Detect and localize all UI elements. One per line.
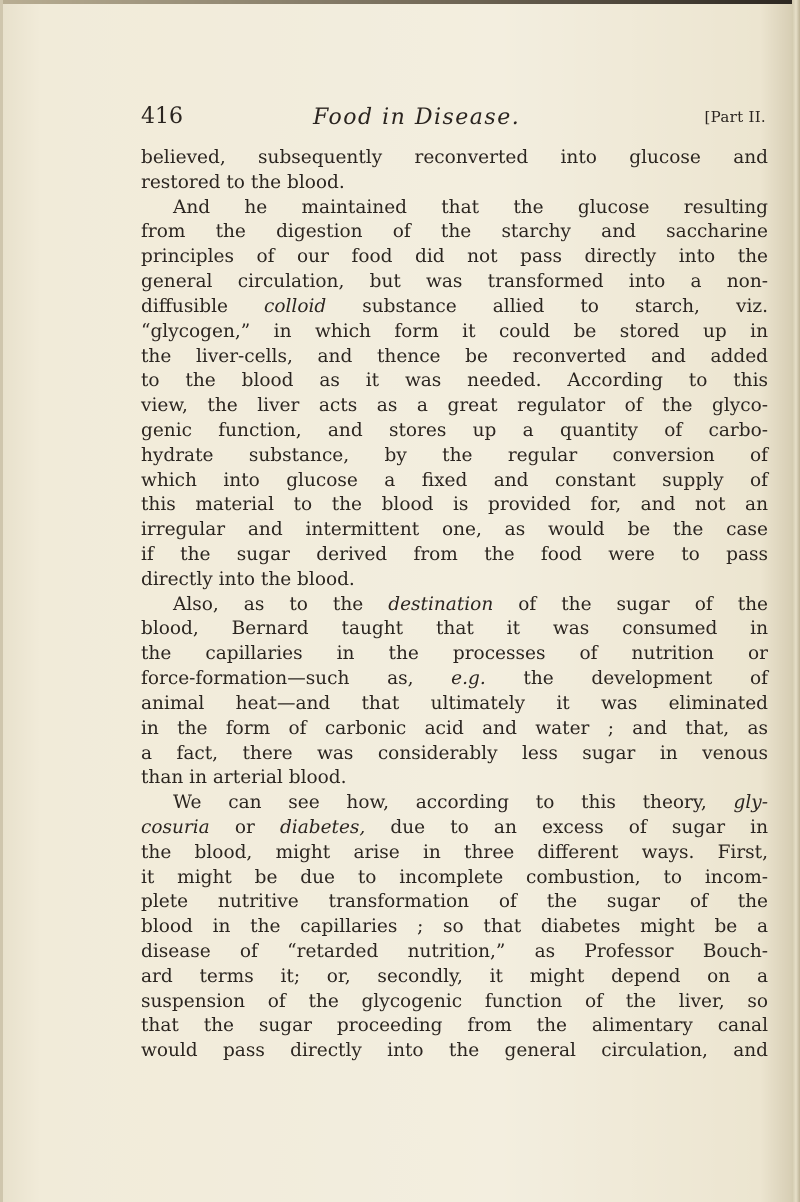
text-line bbox=[141, 667, 768, 692]
text-segment: force-formation—such as, bbox=[141, 668, 452, 690]
text-segment: from the digestion of the starchy and saccharine bbox=[141, 221, 768, 243]
text-segment: plete nutritive transformation of the sugar of the bbox=[141, 891, 768, 913]
part-label: [Part II. bbox=[704, 108, 766, 126]
text-segment: We can see how, according to this theory, bbox=[173, 792, 734, 814]
running-title: Food in Disease. bbox=[313, 105, 521, 130]
text-line bbox=[141, 419, 768, 444]
text-segment: principles of our food did not pass directly into the bbox=[141, 246, 768, 268]
text-segment: substance allied to starch, viz. bbox=[326, 295, 768, 317]
text-line bbox=[141, 394, 768, 419]
text-segment: general circulation, but was transformed into a non- bbox=[141, 271, 768, 293]
text-line bbox=[141, 866, 768, 891]
text-segment: due to an excess of sugar in bbox=[365, 816, 768, 838]
text-segment: to the blood as it was needed. According to this bbox=[141, 370, 768, 392]
text-segment: view, the liver acts as a great regulator of the glyco- bbox=[141, 395, 768, 417]
text-line bbox=[141, 518, 768, 543]
italic-text: cosuria bbox=[141, 816, 210, 838]
text-segment: if the sugar derived from the food were to pass bbox=[141, 544, 768, 565]
text-segment: “glycogen,” in which form it could be stored up in bbox=[141, 320, 768, 342]
text-segment: the blood, might arise in three different ways. First, bbox=[141, 841, 768, 863]
text-line bbox=[141, 146, 768, 171]
text-line bbox=[141, 1014, 768, 1039]
text-line bbox=[141, 593, 768, 618]
text-segment: diffusible bbox=[141, 295, 264, 317]
text-segment: restored to the blood. bbox=[141, 171, 345, 193]
text-segment: of the sugar of the bbox=[493, 593, 768, 615]
text-segment: which into glucose a fixed and constant supply of bbox=[141, 469, 768, 491]
text-line bbox=[141, 543, 768, 568]
page-top-edge bbox=[0, 0, 800, 4]
text-line bbox=[141, 369, 768, 394]
text-line bbox=[141, 915, 768, 940]
text-segment: believed, subsequently reconverted into glucose and bbox=[141, 147, 768, 168]
text-line bbox=[141, 345, 768, 370]
text-line bbox=[141, 270, 768, 295]
text-line bbox=[141, 617, 768, 642]
text-line bbox=[141, 766, 768, 791]
text-segment: animal heat—and that ultimately it was eliminated bbox=[141, 692, 768, 714]
text-line bbox=[141, 940, 768, 965]
text-segment: suspension of the glycogenic function of the liver, so bbox=[141, 990, 768, 1012]
italic-text: colloid bbox=[263, 295, 327, 317]
text-segment: ard terms it; or, secondly, it might depend on a bbox=[141, 965, 768, 987]
page-left-edge bbox=[0, 0, 3, 1202]
text-segment: directly into the blood. bbox=[141, 568, 355, 590]
text-segment: hydrate substance, by the regular conversion of bbox=[141, 444, 768, 466]
italic-text: gly- bbox=[733, 792, 768, 814]
italic-text: destination bbox=[388, 593, 494, 615]
page-right-edge bbox=[792, 0, 800, 1202]
text-segment: irregular and intermittent one, as would be the case bbox=[141, 519, 768, 541]
text-line bbox=[141, 717, 768, 742]
text-segment: a fact, there was considerably less sugar in venous bbox=[141, 742, 768, 764]
text-line bbox=[141, 493, 768, 518]
text-segment: Also, as to the bbox=[173, 593, 389, 615]
text-line bbox=[141, 692, 768, 717]
text-line bbox=[141, 890, 768, 915]
text-line bbox=[141, 245, 768, 270]
text-line bbox=[141, 320, 768, 345]
text-segment: blood in the capillaries ; so that diabetes might be a bbox=[141, 916, 768, 938]
text-line bbox=[141, 568, 768, 593]
text-line bbox=[141, 171, 768, 196]
text-line bbox=[141, 220, 768, 245]
text-line bbox=[141, 1039, 768, 1064]
text-segment: disease of “retarded nutrition,” as Professor Bouch- bbox=[141, 941, 768, 962]
text-segment: or bbox=[209, 816, 280, 838]
text-line bbox=[141, 816, 768, 841]
text-segment: would pass directly into the general circulation, and bbox=[141, 1040, 768, 1062]
text-segment: And he maintained that the glucose resulting bbox=[173, 196, 768, 218]
text-line bbox=[141, 742, 768, 767]
text-line bbox=[141, 990, 768, 1015]
text-segment: genic function, and stores up a quantity of carbo- bbox=[141, 419, 768, 441]
text-segment: it might be due to incomplete combustion, to incom- bbox=[141, 866, 768, 888]
text-line bbox=[141, 469, 768, 494]
italic-text: diabetes, bbox=[279, 816, 366, 838]
text-segment: than in arterial blood. bbox=[141, 767, 347, 789]
text-segment: that the sugar proceeding from the alimentary canal bbox=[141, 1015, 768, 1037]
text-line bbox=[141, 965, 768, 990]
text-segment: the liver-cells, and thence be reconverted and added bbox=[141, 345, 768, 367]
text-line bbox=[141, 196, 768, 221]
text-line bbox=[141, 444, 768, 469]
text-line bbox=[141, 791, 768, 816]
italic-text: e.g. bbox=[451, 668, 486, 690]
text-line bbox=[141, 295, 768, 320]
text-segment: the capillaries in the processes of nutrition or bbox=[141, 643, 768, 665]
text-segment: the development of bbox=[485, 668, 768, 690]
running-header bbox=[141, 104, 768, 134]
page-number: 416 bbox=[141, 104, 183, 129]
text-segment: blood, Bernard taught that it was consumed in bbox=[141, 618, 768, 640]
body-text bbox=[141, 146, 768, 1064]
text-segment: in the form of carbonic acid and water ; and that, as bbox=[141, 717, 768, 739]
text-segment: this material to the blood is provided for, and not an bbox=[141, 494, 768, 516]
text-line bbox=[141, 642, 768, 667]
text-line bbox=[141, 841, 768, 866]
